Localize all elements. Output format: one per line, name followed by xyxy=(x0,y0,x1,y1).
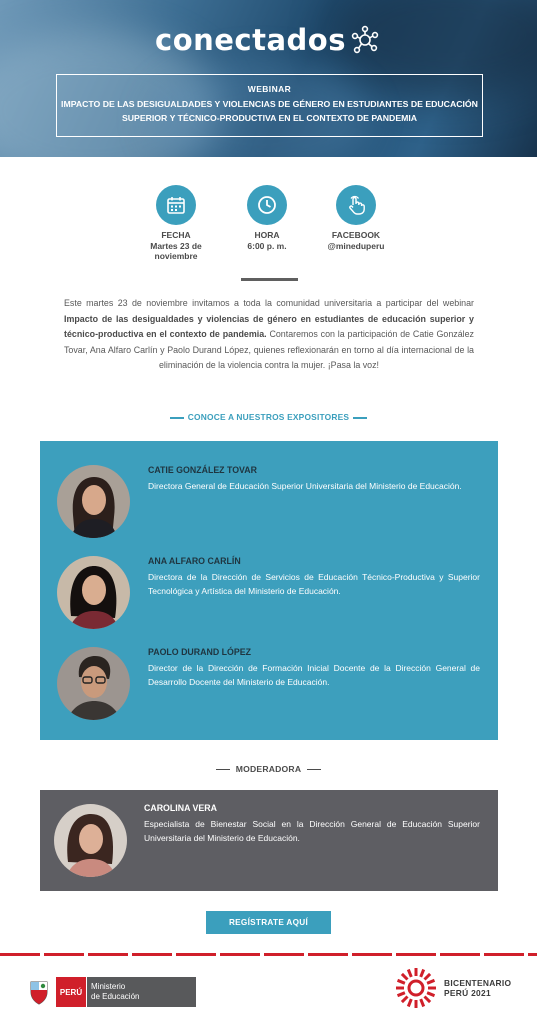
red-dashed-divider xyxy=(0,953,537,956)
calendar-icon xyxy=(166,195,186,215)
info-date xyxy=(133,185,219,262)
clock-icon xyxy=(257,195,277,215)
bicentenario-label xyxy=(444,978,511,999)
ministry-line-1: Ministerio xyxy=(91,982,126,991)
speaker-name: PAOLO DURAND LÓPEZ xyxy=(148,647,251,657)
moderator-heading xyxy=(0,764,537,774)
logo-text: conectados xyxy=(155,23,346,57)
touch-hand-icon xyxy=(345,194,367,216)
speakers-heading xyxy=(0,412,537,422)
avatar xyxy=(57,556,130,629)
time-value: 6:00 p. m. xyxy=(247,240,287,251)
register-button[interactable]: REGÍSTRATE AQUÍ xyxy=(206,911,331,934)
section-divider xyxy=(241,278,298,281)
hero-banner xyxy=(0,0,537,157)
facebook-label: FACEBOOK xyxy=(331,230,381,240)
speaker-role: Directora General de Educación Superior Universitaria del Ministerio de Educación. xyxy=(148,481,462,491)
intro-text-start: Este martes 23 de noviembre invitamos a toda la comunidad universitaria a participar del webinar xyxy=(64,298,474,308)
moderator-heading-text: MODERADORA xyxy=(235,764,302,774)
bicentenario-line-2: PERÚ 2021 xyxy=(444,988,491,998)
speakers-panel xyxy=(40,441,498,740)
bicentenario-line-1: BICENTENARIO xyxy=(444,977,512,988)
network-icon xyxy=(350,25,380,55)
webinar-kicker: WEBINAR xyxy=(247,84,292,94)
speaker-role: Director de la Dirección de Formación Inicial Docente de la Dirección General de Desarrollo Docente del Ministerio de Educación. xyxy=(148,663,480,687)
webinar-title: IMPACTO DE LAS DESIGUALDADES Y VIOLENCIAS DE GÉNERO EN ESTUDIANTES DE EDUCACIÓN SUPERIOR Y TÉCNICO-PRODUCTIVA EN EL CONTEXTO DE PANDEMIA xyxy=(61,99,478,123)
bicentenario-sun-icon xyxy=(394,966,438,1010)
intro-paragraph xyxy=(64,296,474,374)
webinar-title-box xyxy=(56,74,483,137)
intro-text-bold: Impacto de las desigualdades y violencias de género en estudiantes de educación superior y técnico-productiva en el contexto de pandemia. xyxy=(64,313,474,340)
moderator-role: Especialista de Bienestar Social en la Dirección General de Educación Superior Universitaria del Ministerio de Educación. xyxy=(144,819,480,843)
date-circle xyxy=(156,185,196,225)
intro-text-end: Contaremos con la participación de Catie González Tovar, Ana Alfaro Carlín y Paolo Durand López, quienes reflexionarán en torno al día internacional de la eliminación de la violencia contra la mujer. ¡Pasa la voz! xyxy=(64,329,474,371)
avatar xyxy=(57,647,130,720)
moderator-panel xyxy=(40,790,498,891)
info-time xyxy=(224,185,310,251)
speakers-heading-text: CONOCE A NUESTROS EXPOSITORES xyxy=(187,412,350,422)
avatar xyxy=(54,804,127,877)
conectados-logo xyxy=(155,22,380,58)
bicentenario-logo xyxy=(394,966,511,1010)
avatar xyxy=(57,465,130,538)
moderator-name: CAROLINA VERA xyxy=(144,803,217,813)
facebook-handle[interactable]: @mineduperu xyxy=(327,240,385,251)
peru-coat-of-arms-icon xyxy=(28,979,50,1005)
date-label: FECHA xyxy=(161,230,191,240)
ministry-line-2: de Educación xyxy=(91,992,140,1001)
speaker-name: CATIE GONZÁLEZ TOVAR xyxy=(148,465,257,475)
info-facebook[interactable] xyxy=(313,185,399,251)
date-value: Martes 23 de noviembre xyxy=(150,240,202,261)
peru-label: PERÚ xyxy=(56,977,86,1007)
time-label: HORA xyxy=(254,230,280,240)
facebook-circle[interactable] xyxy=(336,185,376,225)
minedu-logo xyxy=(28,976,196,1008)
time-circle xyxy=(247,185,287,225)
speaker-role: Directora de la Dirección de Servicios de Educación Técnico-Productiva y Superior Tecnológica y Artística del Ministerio de Educación. xyxy=(148,572,480,596)
speaker-name: ANA ALFARO CARLÍN xyxy=(148,556,241,566)
ministry-label xyxy=(86,977,196,1007)
